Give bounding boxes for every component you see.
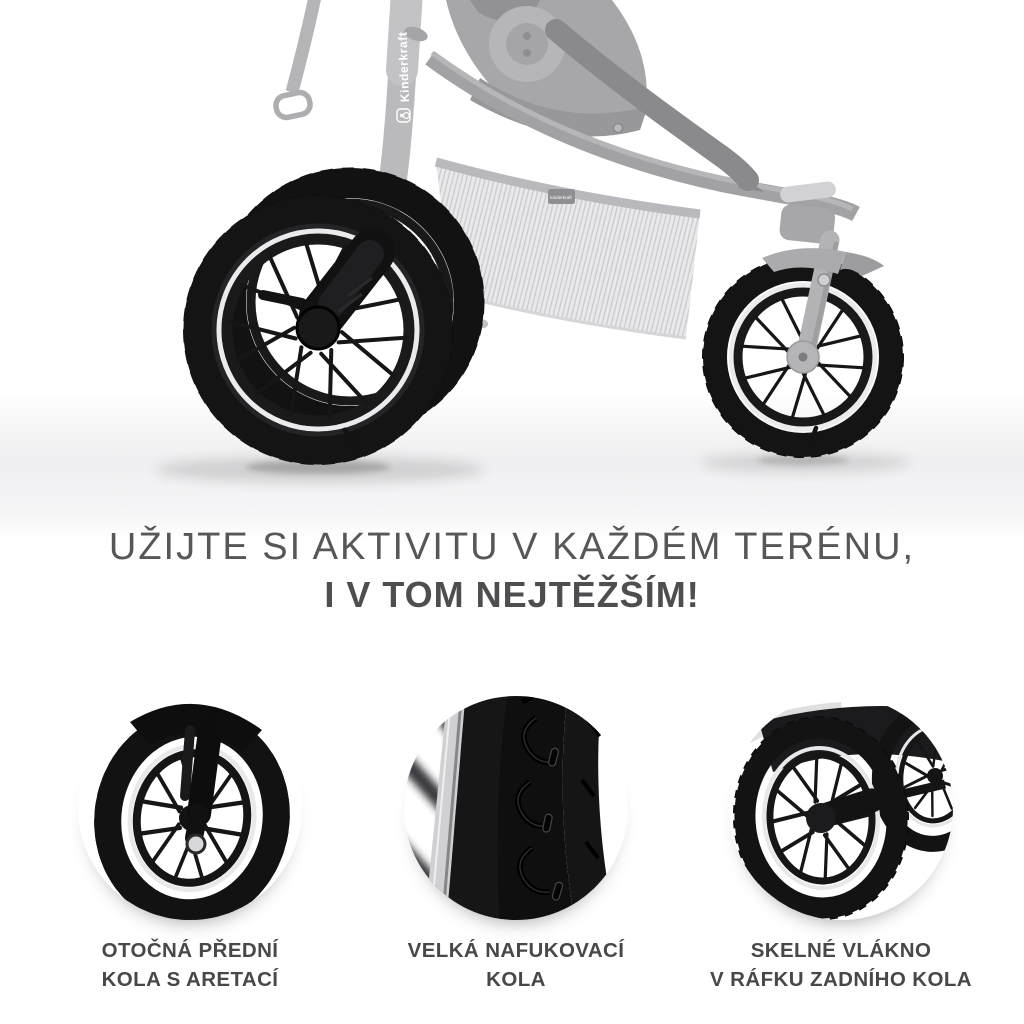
- rear-wheel-rim-photo: [729, 696, 953, 920]
- headline: [0, 524, 1024, 617]
- rear-wheel: [187, 199, 449, 461]
- feature-fiberglass-rim: [710, 696, 972, 994]
- basket-logo-tag: [548, 189, 575, 204]
- brake-lever: [263, 295, 302, 303]
- feature-front-swivel-wheels: [78, 696, 302, 994]
- headline-line2: I V TOM NEJTĚŽŠÍM!: [324, 574, 700, 615]
- headline-line1: UŽIJTE SI AKTIVITU V KAŽDÉM TERÉNU,: [108, 526, 916, 568]
- tire-profile: [446, 696, 616, 920]
- front-swivel-wheel-photo: [78, 696, 302, 920]
- feature-caption: OTOČNÁ PŘEDNÍ KOLA S ARETACÍ: [101, 939, 279, 991]
- tire-tread-photo: [404, 696, 628, 920]
- frame-logo-text: Kinderkraft: [395, 31, 412, 103]
- feature-big-inflatable-wheels: [404, 696, 628, 994]
- feature-caption: VELKÁ NAFUKOVACÍ KOLA: [407, 939, 625, 991]
- rear-hub-cap: [297, 307, 339, 349]
- wrist-strap: [274, 0, 316, 119]
- feature-caption: SKELNÉ VLÁKNO V RÁFKU ZADNÍHO KOLA: [710, 939, 972, 991]
- svg-text:kinderkraft: kinderkraft: [550, 195, 572, 200]
